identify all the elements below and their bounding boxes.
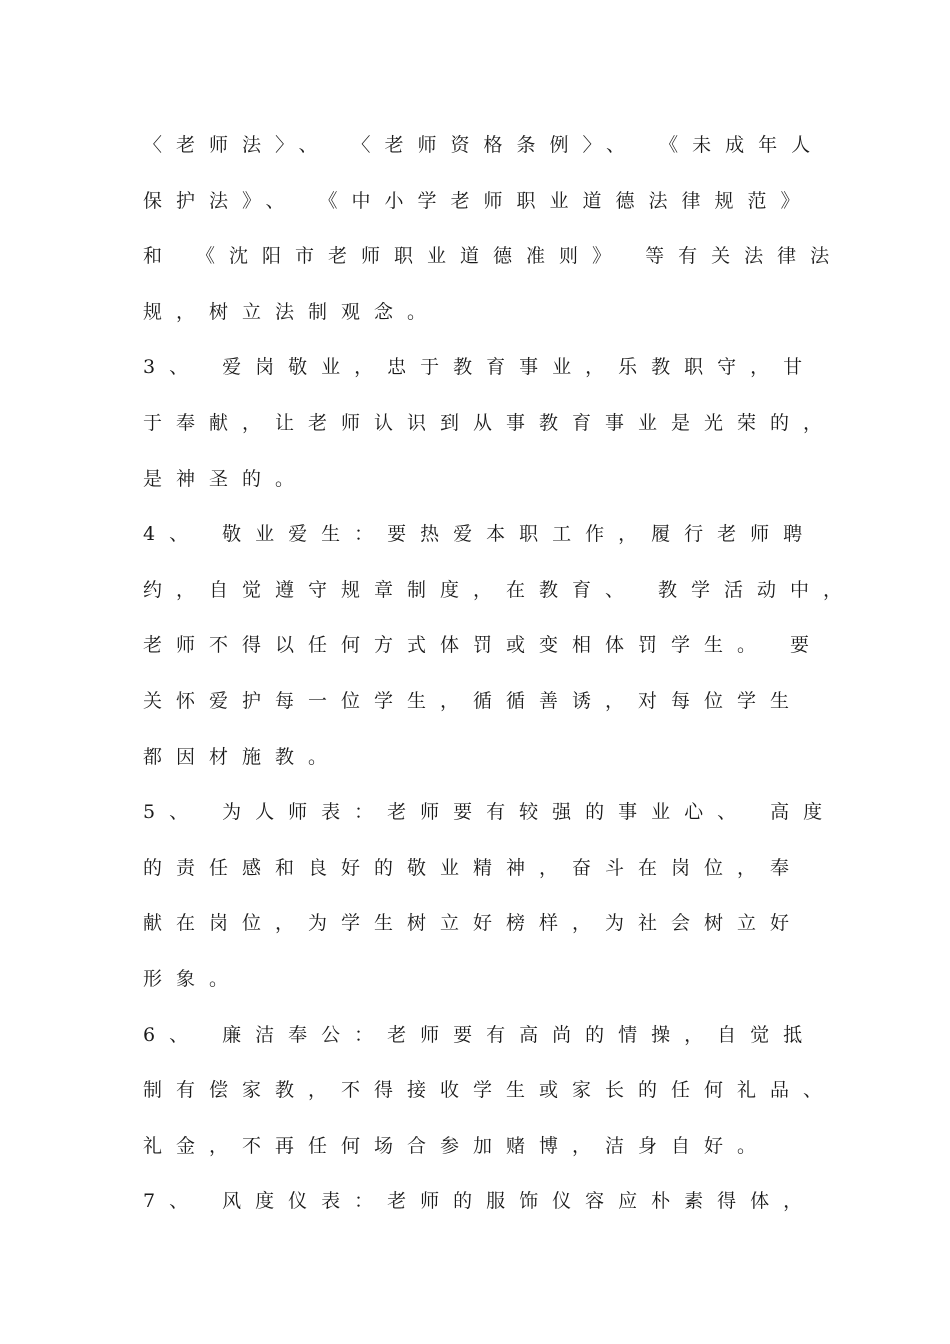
- text-line: 约，自觉遵守规章制度，在教育、 教学活动中，: [143, 578, 857, 601]
- text-line: 和 《沈阳市老师职业道德准则》 等有关法律法: [143, 245, 844, 268]
- text-line: 关怀爱护每一位学生，循循善诱，对每位学生: [143, 689, 804, 712]
- text-line: 5、 为人师表：老师要有较强的事业心、 高度: [143, 801, 837, 824]
- text-line: 〈老师法〉、 〈老师资格条例〉、 《未成年人: [143, 134, 825, 156]
- text-line: 礼金，不再任何场合参加赌博，洁身自好。: [143, 1134, 771, 1157]
- text-line: 保护法》、 《中小学老师职业道德法律规范》: [143, 189, 814, 212]
- text-line: 形象。: [143, 967, 243, 990]
- text-line: 7、 风度仪表：老师的服饰仪容应朴素得体，: [143, 1190, 817, 1213]
- text-line: 6、 廉洁奉公：老师要有高尚的情操，自觉抵: [143, 1023, 817, 1046]
- text-line: 3、 爱岗敬业，忠于教育事业，乐教职守，甘: [143, 356, 817, 379]
- text-line: 都因材施教。: [143, 745, 342, 768]
- text-line: 老师不得以任何方式体罚或变相体罚学生。 要: [143, 634, 824, 657]
- text-line: 于奉献，让老师认识到从事教育事业是光荣的，: [143, 411, 837, 434]
- text-line: 4、 敬业爱生：要热爱本职工作，履行老师聘: [143, 523, 817, 546]
- text-line: 制有偿家教，不得接收学生或家长的任何礼品、: [143, 1079, 837, 1102]
- body-text: [143, 128, 857, 1240]
- text-line: 是神圣的。: [143, 467, 309, 490]
- text-line: 献在岗位，为学生树立好榜样，为社会树立好: [143, 912, 804, 935]
- text-line: 规，树立法制观念。: [143, 300, 441, 323]
- text-line: 的责任感和良好的敬业精神，奋斗在岗位，奉: [143, 856, 804, 879]
